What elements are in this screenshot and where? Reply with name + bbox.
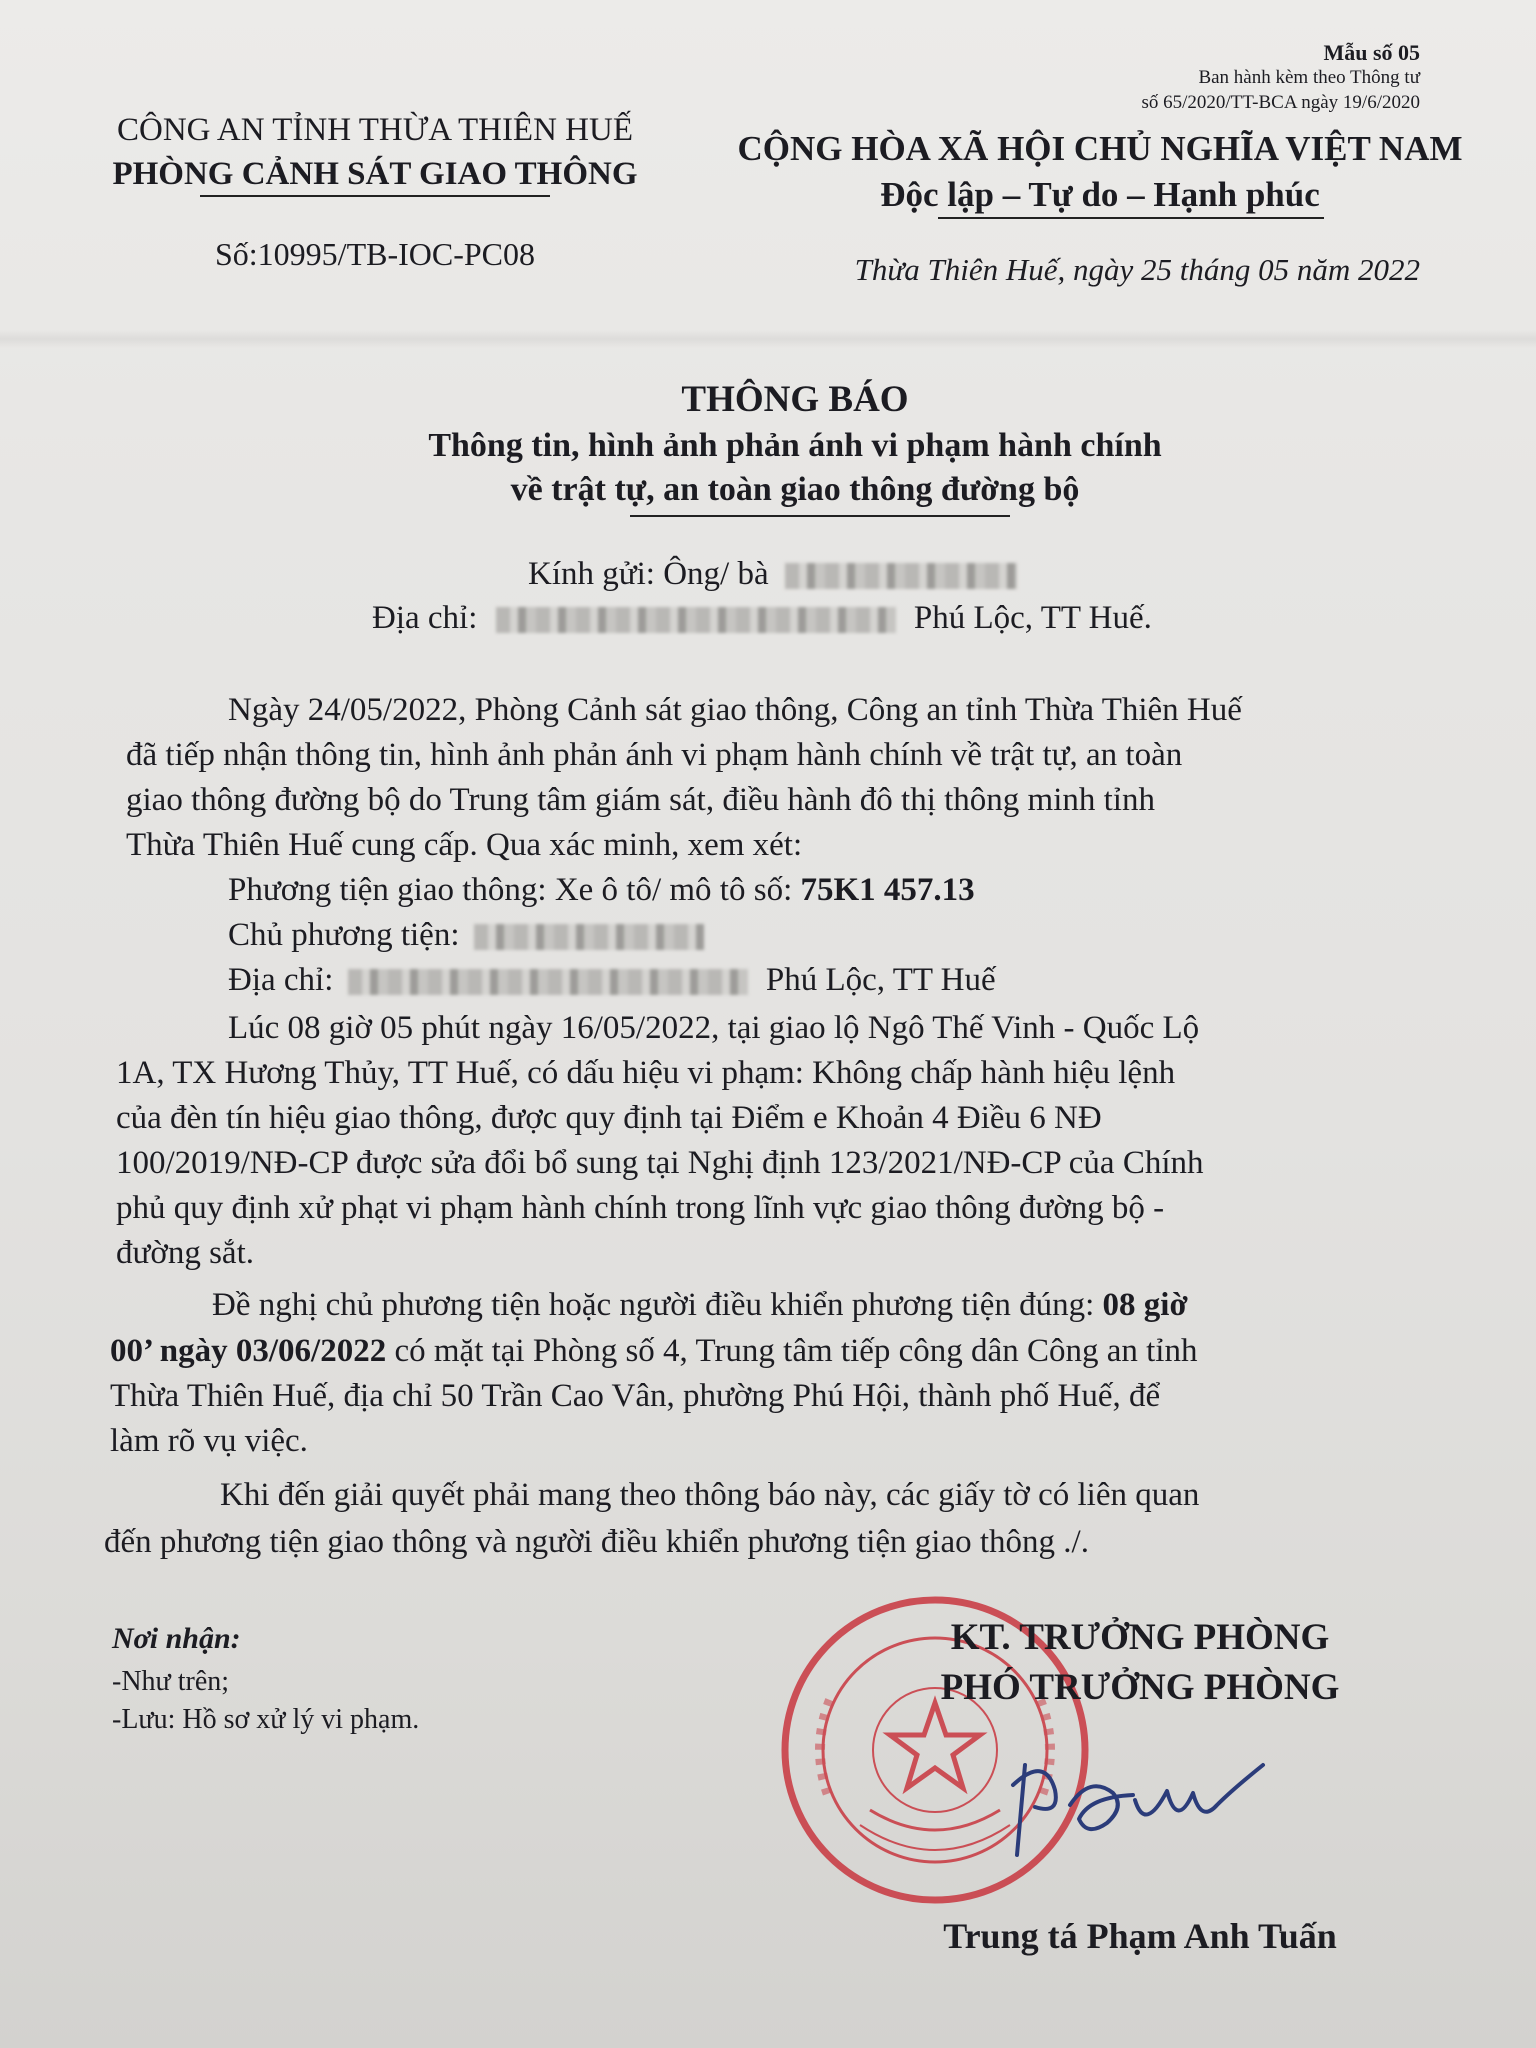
request-text: có mặt tại Phòng số 4, Trung tâm tiếp công dân Công an tỉnh xyxy=(394,1333,1198,1369)
body-line: đến phương tiện giao thông và người điều khiển phương tiện giao thông ./. xyxy=(104,1524,1089,1560)
agency-underline xyxy=(200,195,550,197)
form-number: Mẫu số 05 xyxy=(1323,40,1420,65)
motto-underline xyxy=(938,217,1324,219)
document-title: THÔNG BÁO xyxy=(681,379,909,420)
subtitle-line-1: Thông tin, hình ảnh phản ánh vi phạm hành chính xyxy=(428,427,1162,464)
owner-address-tail: Phú Lộc, TT Huế xyxy=(765,962,996,998)
vehicle-label: Phương tiện giao thông: Xe ô tô/ mô tô số: xyxy=(228,872,793,908)
owner-line xyxy=(228,913,714,958)
body-line: Thừa Thiên Huế cung cấp. Qua xác minh, xem xét: xyxy=(126,827,803,863)
parent-agency: CÔNG AN TỈNH THỪA THIÊN HUẾ xyxy=(116,112,633,148)
body-line: Ngày 24/05/2022, Phòng Cảnh sát giao thông, Công an tỉnh Thừa Thiên Huế xyxy=(228,692,1242,728)
form-reference xyxy=(1100,40,1420,115)
subtitle-line-2: về trật tự, an toàn giao thông đường bộ xyxy=(510,471,1080,508)
form-issued-by: Ban hành kèm theo Thông tư xyxy=(1198,67,1420,88)
document-number: Số:10995/TB-IOC-PC08 xyxy=(214,236,536,272)
place-and-date: Thừa Thiên Huế, ngày 25 tháng 05 năm 2022 xyxy=(854,252,1420,287)
owner-label: Chủ phương tiện: xyxy=(228,917,460,953)
request-text: Đề nghị chủ phương tiện hoặc người điều khiển phương tiện đúng: xyxy=(212,1287,1095,1323)
recipient-greeting xyxy=(528,556,1027,593)
handwritten-signature xyxy=(995,1745,1295,1865)
address-label: Địa chỉ: xyxy=(372,600,478,636)
recipients-item: -Lưu: Hồ sơ xử lý vi phạm. xyxy=(112,1704,420,1735)
redacted-owner-address xyxy=(348,969,748,995)
body-line: giao thông đường bộ do Trung tâm giám sát, điều hành đô thị thông minh tỉnh xyxy=(126,782,1155,818)
signer-name: Trung tá Phạm Anh Tuấn xyxy=(943,1916,1337,1956)
issuing-agency xyxy=(60,108,690,196)
vehicle-plate: 75K1 457.13 xyxy=(800,872,975,908)
body-line: Thừa Thiên Huế, địa chỉ 50 Trần Cao Vân, phường Phú Hội, thành phố Huế, để xyxy=(110,1378,1161,1414)
address-tail: Phú Lộc, TT Huế. xyxy=(913,600,1152,636)
request-line xyxy=(212,1283,1188,1328)
appointment-date: 00’ ngày 03/06/2022 xyxy=(110,1333,387,1369)
greeting-label: Kính gửi: Ông/ bà xyxy=(528,556,769,592)
body-line: đường sắt. xyxy=(116,1235,254,1271)
redacted-name xyxy=(785,563,1017,589)
recipients-item: -Như trên; xyxy=(112,1666,230,1697)
signature-title-2: PHÓ TRƯỞNG PHÒNG xyxy=(940,1667,1340,1708)
body-line: của đèn tín hiệu giao thông, được quy định tại Điểm e Khoản 4 Điều 6 NĐ xyxy=(116,1100,1102,1136)
body-line: đã tiếp nhận thông tin, hình ảnh phản ánh vi phạm hành chính về trật tự, an toàn xyxy=(126,737,1183,773)
owner-address-label: Địa chỉ: xyxy=(228,962,334,998)
recipient-address xyxy=(372,600,1152,637)
body-line: Khi đến giải quyết phải mang theo thông báo này, các giấy tờ có liên quan xyxy=(220,1477,1200,1513)
national-heading xyxy=(700,126,1500,218)
body-line: 100/2019/NĐ-CP được sửa đổi bổ sung tại Nghị định 123/2021/NĐ-CP của Chính xyxy=(116,1145,1204,1181)
request-line xyxy=(110,1329,1197,1374)
body-line: làm rõ vụ việc. xyxy=(110,1423,308,1459)
department-name: PHÒNG CẢNH SÁT GIAO THÔNG xyxy=(112,156,638,192)
body-line: phủ quy định xử phạt vi phạm hành chính trong lĩnh vực giao thông đường bộ - xyxy=(116,1190,1165,1226)
owner-address-line xyxy=(228,958,996,1003)
body-line: 1A, TX Hương Thủy, TT Huế, có dấu hiệu vi phạm: Không chấp hành hiệu lệnh xyxy=(116,1055,1176,1091)
national-motto: Độc lập – Tự do – Hạnh phúc xyxy=(880,175,1320,214)
body-line: Lúc 08 giờ 05 phút ngày 16/05/2022, tại giao lộ Ngô Thế Vinh - Quốc Lộ xyxy=(228,1010,1200,1046)
form-circular: số 65/2020/TT-BCA ngày 19/6/2020 xyxy=(1141,92,1420,113)
vehicle-line xyxy=(228,868,975,913)
document-subtitle xyxy=(0,424,1536,512)
signature-title-1: KT. TRƯỞNG PHÒNG xyxy=(950,1617,1330,1658)
nation-name: CỘNG HÒA XÃ HỘI CHỦ NGHĨA VIỆT NAM xyxy=(737,129,1463,168)
appointment-hour: 08 giờ xyxy=(1102,1287,1188,1323)
paper-fold-shadow xyxy=(0,330,1536,348)
redacted-owner xyxy=(474,924,704,950)
redacted-address xyxy=(496,607,896,633)
title-underline xyxy=(630,515,1010,517)
recipients-heading: Nơi nhận: xyxy=(112,1622,241,1655)
